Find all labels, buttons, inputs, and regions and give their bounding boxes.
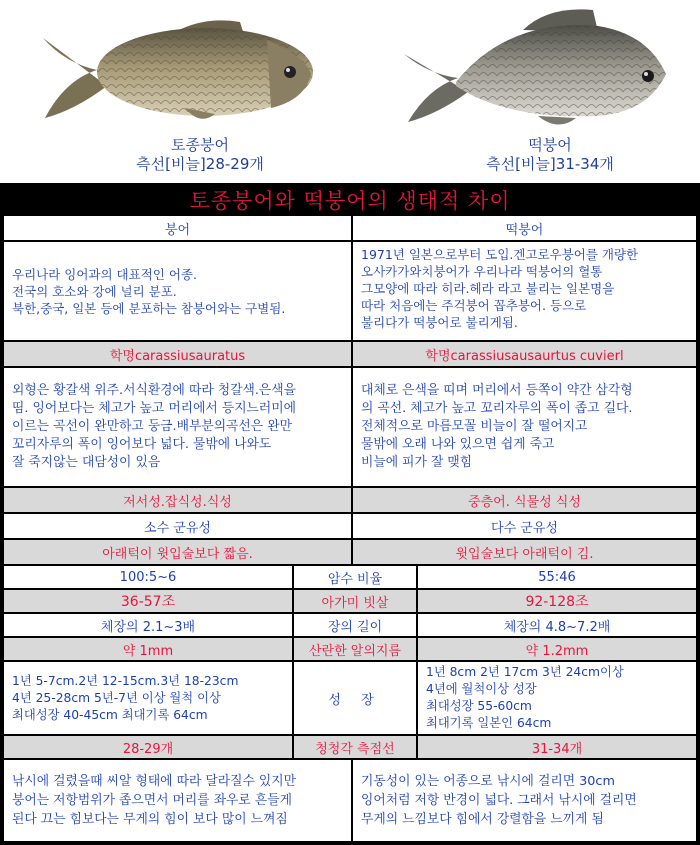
right-fish-scales: 측선[비늘]31-34개 <box>486 155 614 173</box>
fishing-native: 낚시에 걸렸을때 씨알 형태에 따라 달라질수 있지만 붕어는 저항범위가 좁으면서 머리를 좌우로 흔들게 된다 끄는 힘보다는 무게의 힘이 보다 많이 느껴짐 <box>4 760 351 841</box>
lateral-line-native: 28-29개 <box>4 736 292 758</box>
growth-label: 성 장 <box>294 662 416 734</box>
growth-crucian: 1년 8cm 2년 17cm 3년 24cm이상 4년에 월척이상 성장 최대성장 55-60cm 최대기록 일본인 64cm <box>418 662 696 734</box>
lateral-line-label: 청청각 측점선 <box>294 736 416 758</box>
sex-ratio-crucian: 55:46 <box>418 566 696 588</box>
right-fish-name: 떡붕어 <box>528 136 572 154</box>
header-crucian: 떡붕어 <box>353 216 696 240</box>
schooling-crucian: 다수 군유성 <box>353 514 696 538</box>
habitat-crucian: 중층어. 식물성 식성 <box>353 488 696 512</box>
gill-rakers-label: 아가미 빗살 <box>294 590 416 612</box>
lateral-line-crucian: 31-34개 <box>418 736 696 758</box>
scientific-name-native: 학명carassiusauratus <box>4 342 351 366</box>
gill-rakers-native: 36-57조 <box>4 590 292 612</box>
appearance-crucian: 대체로 은색을 띠며 머리에서 등쪽이 약간 삼각형 의 곡선. 체고가 높고 꼬리자루의 폭이 좁고 길다. 전체적으로 마름모꼴 비늘이 잘 떨어지고 물밖에 오래 나와 있으면 쉽게 죽고 비늘에 피가 잘 맺힘 <box>353 368 696 486</box>
appearance-native: 외형은 황갈색 위주.서식환경에 따라 청갈색.은색을 띰. 잉어보다는 체고가 높고 머리에서 등지느러미에 이르는 곡선이 완만하고 둥금.배부분의곡선은 완만 꼬리자루의 폭이 잉어보다 넓다. 물밖에 나와도 잘 죽지않는 대담성이 있음 <box>4 368 351 486</box>
growth-native: 1년 5-7cm.2년 12-15cm.3년 18-23cm 4년 25-28cm 5년-7년 이상 월척 이상 최대성장 40-45cm 최대기록 64cm <box>4 662 292 734</box>
egg-diameter-native: 약 1mm <box>4 638 292 660</box>
intro-crucian: 1971년 일본으로부터 도입.겐고로우붕어를 개량한 오사카가와치붕어가 우리나라 떡붕어의 혈통 그모양에 따라 히라.헤라 라고 불리는 일본명을 따라 처음에는 주걱붕어 꼽추붕어. 등으로 불리다가 떡붕어로 불리게됨. <box>353 242 696 340</box>
schooling-native: 소수 군유성 <box>4 514 351 538</box>
gill-rakers-crucian: 92-128조 <box>418 590 696 612</box>
left-fish-scales: 측선[비늘]28-29개 <box>136 155 264 173</box>
egg-diameter-crucian: 약 1.2mm <box>418 638 696 660</box>
scientific-name-crucian: 학명carassiusausaurtus cuvierl <box>353 342 696 366</box>
left-fish-name: 토종붕어 <box>171 136 229 154</box>
fishing-crucian: 기동성이 있는 어종으로 낚시에 걸리면 30cm 잉어처럼 저항 반경이 넓다. 그래서 낚시에 걸리면 무게의 느낌보다 힘에서 강렬함을 느끼게 됨 <box>353 760 696 841</box>
intro-native: 우리나라 잉어과의 대표적인 어종. 전국의 호소와 강에 널리 분포. 북한,중국, 일본 등에 분포하는 참붕어와는 구별됨. <box>4 242 351 340</box>
habitat-native: 저서성.잡식성.식성 <box>4 488 351 512</box>
intestine-length-native: 체장의 2.1~3배 <box>4 614 292 636</box>
sex-ratio-native: 100:5~6 <box>4 566 292 588</box>
native-crucian-carp-image <box>35 8 315 130</box>
mouth-crucian: 윗입술보다 아래턱이 김. <box>353 540 696 564</box>
photo-strip <box>0 0 700 183</box>
page-title: 토종붕어와 떡붕어의 생태적 차이 <box>189 189 511 213</box>
intestine-length-crucian: 체장의 4.8~7.2배 <box>418 614 696 636</box>
header-native: 붕어 <box>4 216 351 240</box>
crucian-carp-image <box>398 4 673 136</box>
egg-diameter-label: 산란한 알의지름 <box>294 638 416 660</box>
intestine-length-label: 장의 길이 <box>294 614 416 636</box>
sex-ratio-label: 암수 비율 <box>294 566 416 588</box>
mouth-native: 아래턱이 윗입술보다 짧음. <box>4 540 351 564</box>
